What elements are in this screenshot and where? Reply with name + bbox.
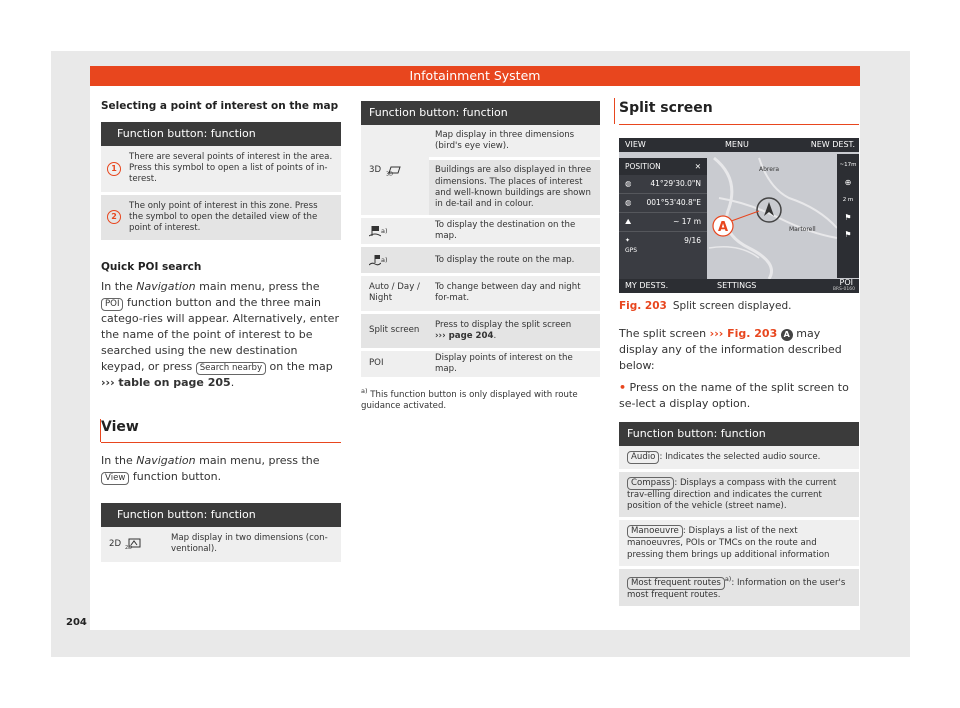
svg-text:Martorell: Martorell <box>789 226 816 233</box>
section-heading: Selecting a point of interest on the map <box>101 100 339 112</box>
split-screen-figure <box>619 138 859 293</box>
footnote-mark: a) <box>381 255 388 264</box>
table-row <box>101 527 341 564</box>
view-paragraph: In the Navigation main menu, press the View function button. <box>101 454 320 484</box>
table-row <box>361 351 600 380</box>
route-flag-icon <box>369 254 381 266</box>
figure-code: BRS-0160 <box>832 287 855 292</box>
table-cell: Display points of interest on the map. <box>429 351 600 377</box>
screen-side-toolbar: ~17m ⊕ 2 m ⚑ ⚑ <box>837 154 859 278</box>
footnote: $^{a)}$ This function button is only displayed with route guidance activated. <box>361 387 578 411</box>
table-cell: To display the destination on the map. <box>429 218 600 244</box>
figure-caption: Fig. 203 Split screen displayed. <box>619 300 792 312</box>
table-header: Function button: function <box>361 101 600 125</box>
table-row <box>101 195 341 244</box>
map-3d-icon <box>386 164 402 176</box>
page-link[interactable]: ››› page 204 <box>435 330 494 341</box>
number-circle-icon: 1 <box>107 162 121 176</box>
table-header: Function button: function <box>101 122 341 146</box>
page-number: 204 <box>66 617 87 628</box>
table-cell: There are several points of interest in the area. Press this symbol to open a list of points of in-terest. <box>129 152 333 185</box>
split-screen-heading: Split screen <box>619 100 859 125</box>
number-circle-icon: 2 <box>107 210 121 224</box>
page-header: Infotainment System <box>90 66 860 86</box>
table-cell: Press to display the split screen ››› page 204. <box>429 314 600 348</box>
table-row <box>361 314 600 351</box>
close-icon[interactable]: ✕ <box>694 162 701 171</box>
screen-top-bar <box>619 138 859 152</box>
poi-tab[interactable]: POI <box>839 278 853 287</box>
table-key: POI <box>361 351 429 377</box>
position-list <box>619 175 707 279</box>
table-header: Function button: function <box>101 503 341 527</box>
table-row <box>361 218 600 247</box>
table-cell: Map display in three dimensions (bird's eye view). <box>429 125 600 160</box>
table-cell: The only point of interest in this zone. Press the symbol to open the detailed view of the point of interest. <box>129 200 318 234</box>
intro-paragraph: The split screen ››› Fig. 203 A may display any of the information described below: <box>619 327 842 372</box>
table-row: Audio : Indicates the selected audio source. <box>619 446 859 472</box>
flag-icon[interactable]: ⚑ <box>844 230 852 239</box>
svg-text:3D: 3D <box>386 171 394 177</box>
destination-flag-icon <box>369 225 381 237</box>
callout-a-icon: A <box>781 329 793 341</box>
table-key: 3D <box>369 164 382 175</box>
view-button: View <box>101 472 129 485</box>
search-nearby-button: Search nearby <box>196 362 266 375</box>
callout-label-a: A <box>718 220 729 235</box>
table-cell: Buildings are also displayed in three dimensions. The places of interest and well-known buildings are shown in de-tail and in colour. <box>429 160 600 215</box>
table-row <box>361 247 600 276</box>
my-dests-tab[interactable]: MY DESTS. <box>625 281 669 290</box>
table-link[interactable]: ››› table on page 205 <box>101 376 231 390</box>
satellite-icon: ✦ GPS <box>625 237 638 254</box>
globe-icon: ◍ <box>625 198 632 207</box>
quick-poi-paragraph: In the Navigation main menu, press the POI function button and the three main catego-ries will appear. Alternatively, enter the name of the point of interest to be searched using the new destination keypad, or press Search nearby on the map ››› table on page 205. <box>101 280 339 390</box>
list-item: ⛰ ~ 17 m <box>619 213 707 232</box>
poi-button: POI <box>101 298 123 311</box>
table-key: 2D <box>109 538 122 549</box>
svg-text:2D: 2D <box>125 545 133 551</box>
view-tab[interactable]: VIEW <box>625 140 646 149</box>
table-row: Compass : Displays a compass with the current trav-elling direction and indicates the current position of the vehicle (street name). <box>619 472 859 520</box>
column-left <box>101 86 341 565</box>
position-header: POSITION ✕ <box>619 158 707 175</box>
table-row: Most frequent routes $^{a)}$: Information on the user's most frequent routes. <box>619 569 859 609</box>
table-row <box>361 276 600 313</box>
audio-button: Audio <box>627 451 659 464</box>
table-key: Auto / Day / Night <box>361 276 429 310</box>
table-header: Function button: function <box>619 422 859 446</box>
table-row: Manoeuvre : Displays a list of the next manoeuvres, POIs or TMCs on the route and pressing them brings up additional information <box>619 520 859 568</box>
column-right <box>619 86 859 609</box>
compass-icon[interactable]: ⊕ <box>844 178 852 187</box>
list-item: ✦ GPS 9/16 <box>625 236 701 254</box>
most-frequent-routes-button: Most frequent routes <box>627 577 725 590</box>
new-dest-tab[interactable]: NEW DEST. <box>810 140 855 149</box>
table-cell: To change between day and night for-mat. <box>429 276 600 310</box>
flag-icon[interactable]: ⚑ <box>844 213 852 222</box>
column-middle <box>361 86 600 412</box>
view-heading: View <box>101 419 341 443</box>
menu-tab[interactable]: MENU <box>725 140 749 149</box>
figure-link[interactable]: ››› Fig. 203 <box>709 327 778 340</box>
list-item: ◍ 41°29'30.0"N <box>619 175 707 194</box>
compass-button: Compass <box>627 477 674 490</box>
bullet-item: • Press on the name of the split screen to se-lect a display option. <box>619 381 849 410</box>
settings-tab[interactable]: SETTINGS <box>717 281 757 290</box>
table-row <box>361 125 600 218</box>
table-key: Split screen <box>361 314 429 348</box>
footnote-mark: a) <box>381 226 388 235</box>
globe-icon: ◍ <box>625 179 632 188</box>
svg-text:Abrera: Abrera <box>759 166 780 173</box>
quick-poi-heading: Quick POI search <box>101 261 202 274</box>
table-row <box>101 146 341 195</box>
map-2d-icon <box>125 538 141 550</box>
table-cell: Map display in two dimensions (con-ventional). <box>165 527 341 561</box>
list-item: ◍ 001°53'40.8"E <box>619 194 707 213</box>
manoeuvre-button: Manoeuvre <box>627 525 683 538</box>
mountain-icon: ⛰ <box>625 217 632 226</box>
screen-bottom-bar <box>619 279 859 293</box>
table-cell: To display the route on the map. <box>429 247 600 273</box>
